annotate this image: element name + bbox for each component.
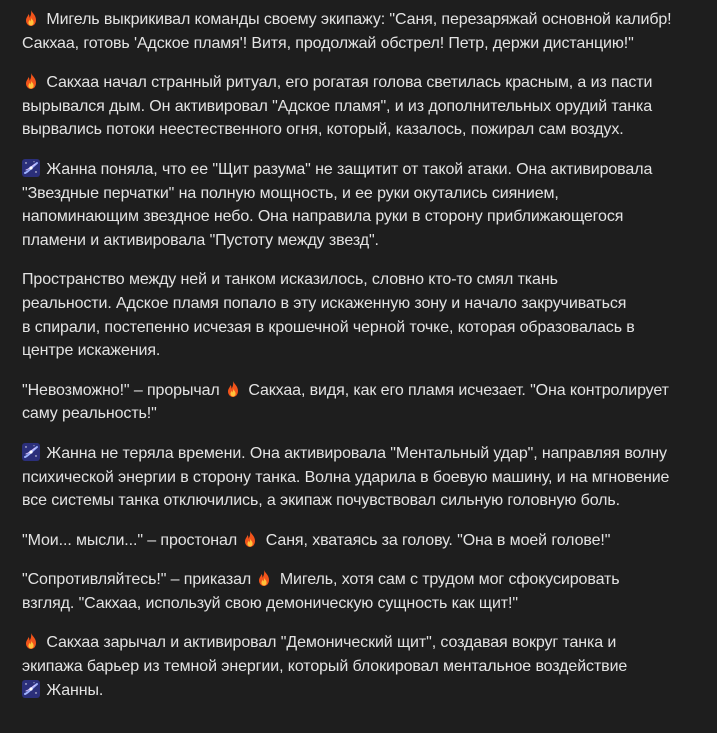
story-paragraph [22, 71, 677, 142]
fire-icon [22, 9, 40, 27]
text-segment: Сакхаа, готовь 'Адское пламя'! Витя, продолжай обстрел! Петр, держи дистанцию!" [22, 34, 634, 52]
paragraph-line [22, 205, 677, 229]
paragraph-line [22, 679, 677, 703]
paragraph-line [22, 655, 677, 679]
text-segment: Сакхаа начал странный ритуал, его рогатая голова светилась красным, а из пасти [42, 74, 653, 92]
text-segment: вырывался дым. Он активировал "Адское пламя", и из дополнительных орудий танка [22, 97, 653, 115]
story-paragraph [22, 158, 677, 252]
text-segment: "Невозможно!" – прорычал [22, 381, 224, 399]
paragraph-line [22, 402, 677, 426]
paragraph-line [22, 316, 677, 340]
fire-icon [224, 380, 242, 398]
fire-icon [22, 72, 40, 90]
text-segment: Мигель выкрикивал команды своему экипажу: "Саня, перезаряжай основной калибр! [42, 11, 672, 28]
paragraph-line [22, 466, 677, 490]
text-segment: Сакхаа зарычал и активировал "Демонический щит", создавая вокруг танка и [42, 634, 617, 652]
story-paragraph [22, 568, 677, 615]
text-segment: в спирали, постепенно исчезая в крошечной черной точке, которая образовалась в [22, 318, 635, 336]
text-segment: центре искажения. [22, 342, 161, 360]
paragraph-line [22, 592, 677, 616]
paragraph-line [22, 95, 677, 119]
story-paragraph [22, 8, 677, 55]
text-segment: реальности. Адское пламя попало в эту искаженную зону и начало закручиваться [22, 294, 627, 312]
fire-icon [255, 569, 273, 587]
paragraph-line [22, 182, 677, 206]
paragraph-line [22, 529, 677, 553]
story-paragraph [22, 529, 677, 553]
text-segment: Жанна поняла, что ее "Щит разума" не защитит от такой атаки. Она активировала [42, 160, 653, 178]
fire-icon [22, 632, 40, 650]
paragraph-line [22, 158, 677, 182]
text-segment: Мигель, хотя сам с трудом мог сфокусировать [275, 571, 620, 589]
paragraph-line [22, 8, 677, 32]
fire-icon [241, 530, 259, 548]
story-paragraph [22, 379, 677, 426]
paragraph-line [22, 489, 677, 513]
galaxy-icon [22, 680, 40, 698]
text-segment: психической энергии в сторону танка. Волна ударила в боевую машину, и на мгновение [22, 468, 670, 486]
paragraph-line [22, 229, 677, 253]
text-segment: "Сопротивляйтесь!" – приказал [22, 571, 256, 589]
paragraph-line [22, 568, 677, 592]
text-segment: вырвались потоки неестественного огня, который, казалось, пожирал сам воздух. [22, 121, 624, 139]
text-segment: "Звездные перчатки" на полную мощность, и ее руки окутались сиянием, [22, 184, 559, 202]
text-segment: Сакхаа, видя, как его пламя исчезает. "Она контролирует [243, 381, 669, 399]
text-segment: напоминающим звездное небо. Она направила руки в сторону приближающегося [22, 208, 624, 226]
text-segment: Жанны. [42, 681, 104, 699]
text-segment: пламени и активировала "Пустоту между звезд". [22, 231, 379, 249]
paragraph-line [22, 442, 677, 466]
paragraph-line [22, 631, 677, 655]
paragraph-line [22, 339, 677, 363]
text-segment: Жанна не теряла времени. Она активировала "Ментальный удар", направляя волну [42, 444, 667, 462]
text-segment: все системы танка отключились, а экипаж почувствовал сильную головную боль. [22, 492, 621, 510]
paragraph-line [22, 379, 677, 403]
text-segment: саму реальность!" [22, 405, 157, 423]
text-segment: "Мои... мысли..." – простонал [22, 531, 242, 549]
text-segment: Саня, хватаясь за голову. "Она в моей голове!" [261, 531, 611, 549]
story-paragraph [22, 442, 677, 513]
paragraph-line [22, 32, 677, 56]
paragraph-line [22, 292, 677, 316]
text-segment: Пространство между ней и танком исказилось, словно кто-то смял ткань [22, 271, 558, 289]
story-paragraph [22, 631, 677, 702]
story-paragraph [22, 268, 677, 362]
galaxy-icon [22, 443, 40, 461]
text-segment: экипажа барьер из темной энергии, который блокировал ментальное воздействие [22, 658, 628, 676]
paragraph-line [22, 71, 677, 95]
paragraph-line [22, 118, 677, 142]
text-segment: взгляд. "Сакхаа, используй свою демоническую сущность как щит!" [22, 594, 518, 612]
galaxy-icon [22, 159, 40, 177]
paragraph-line [22, 268, 677, 292]
